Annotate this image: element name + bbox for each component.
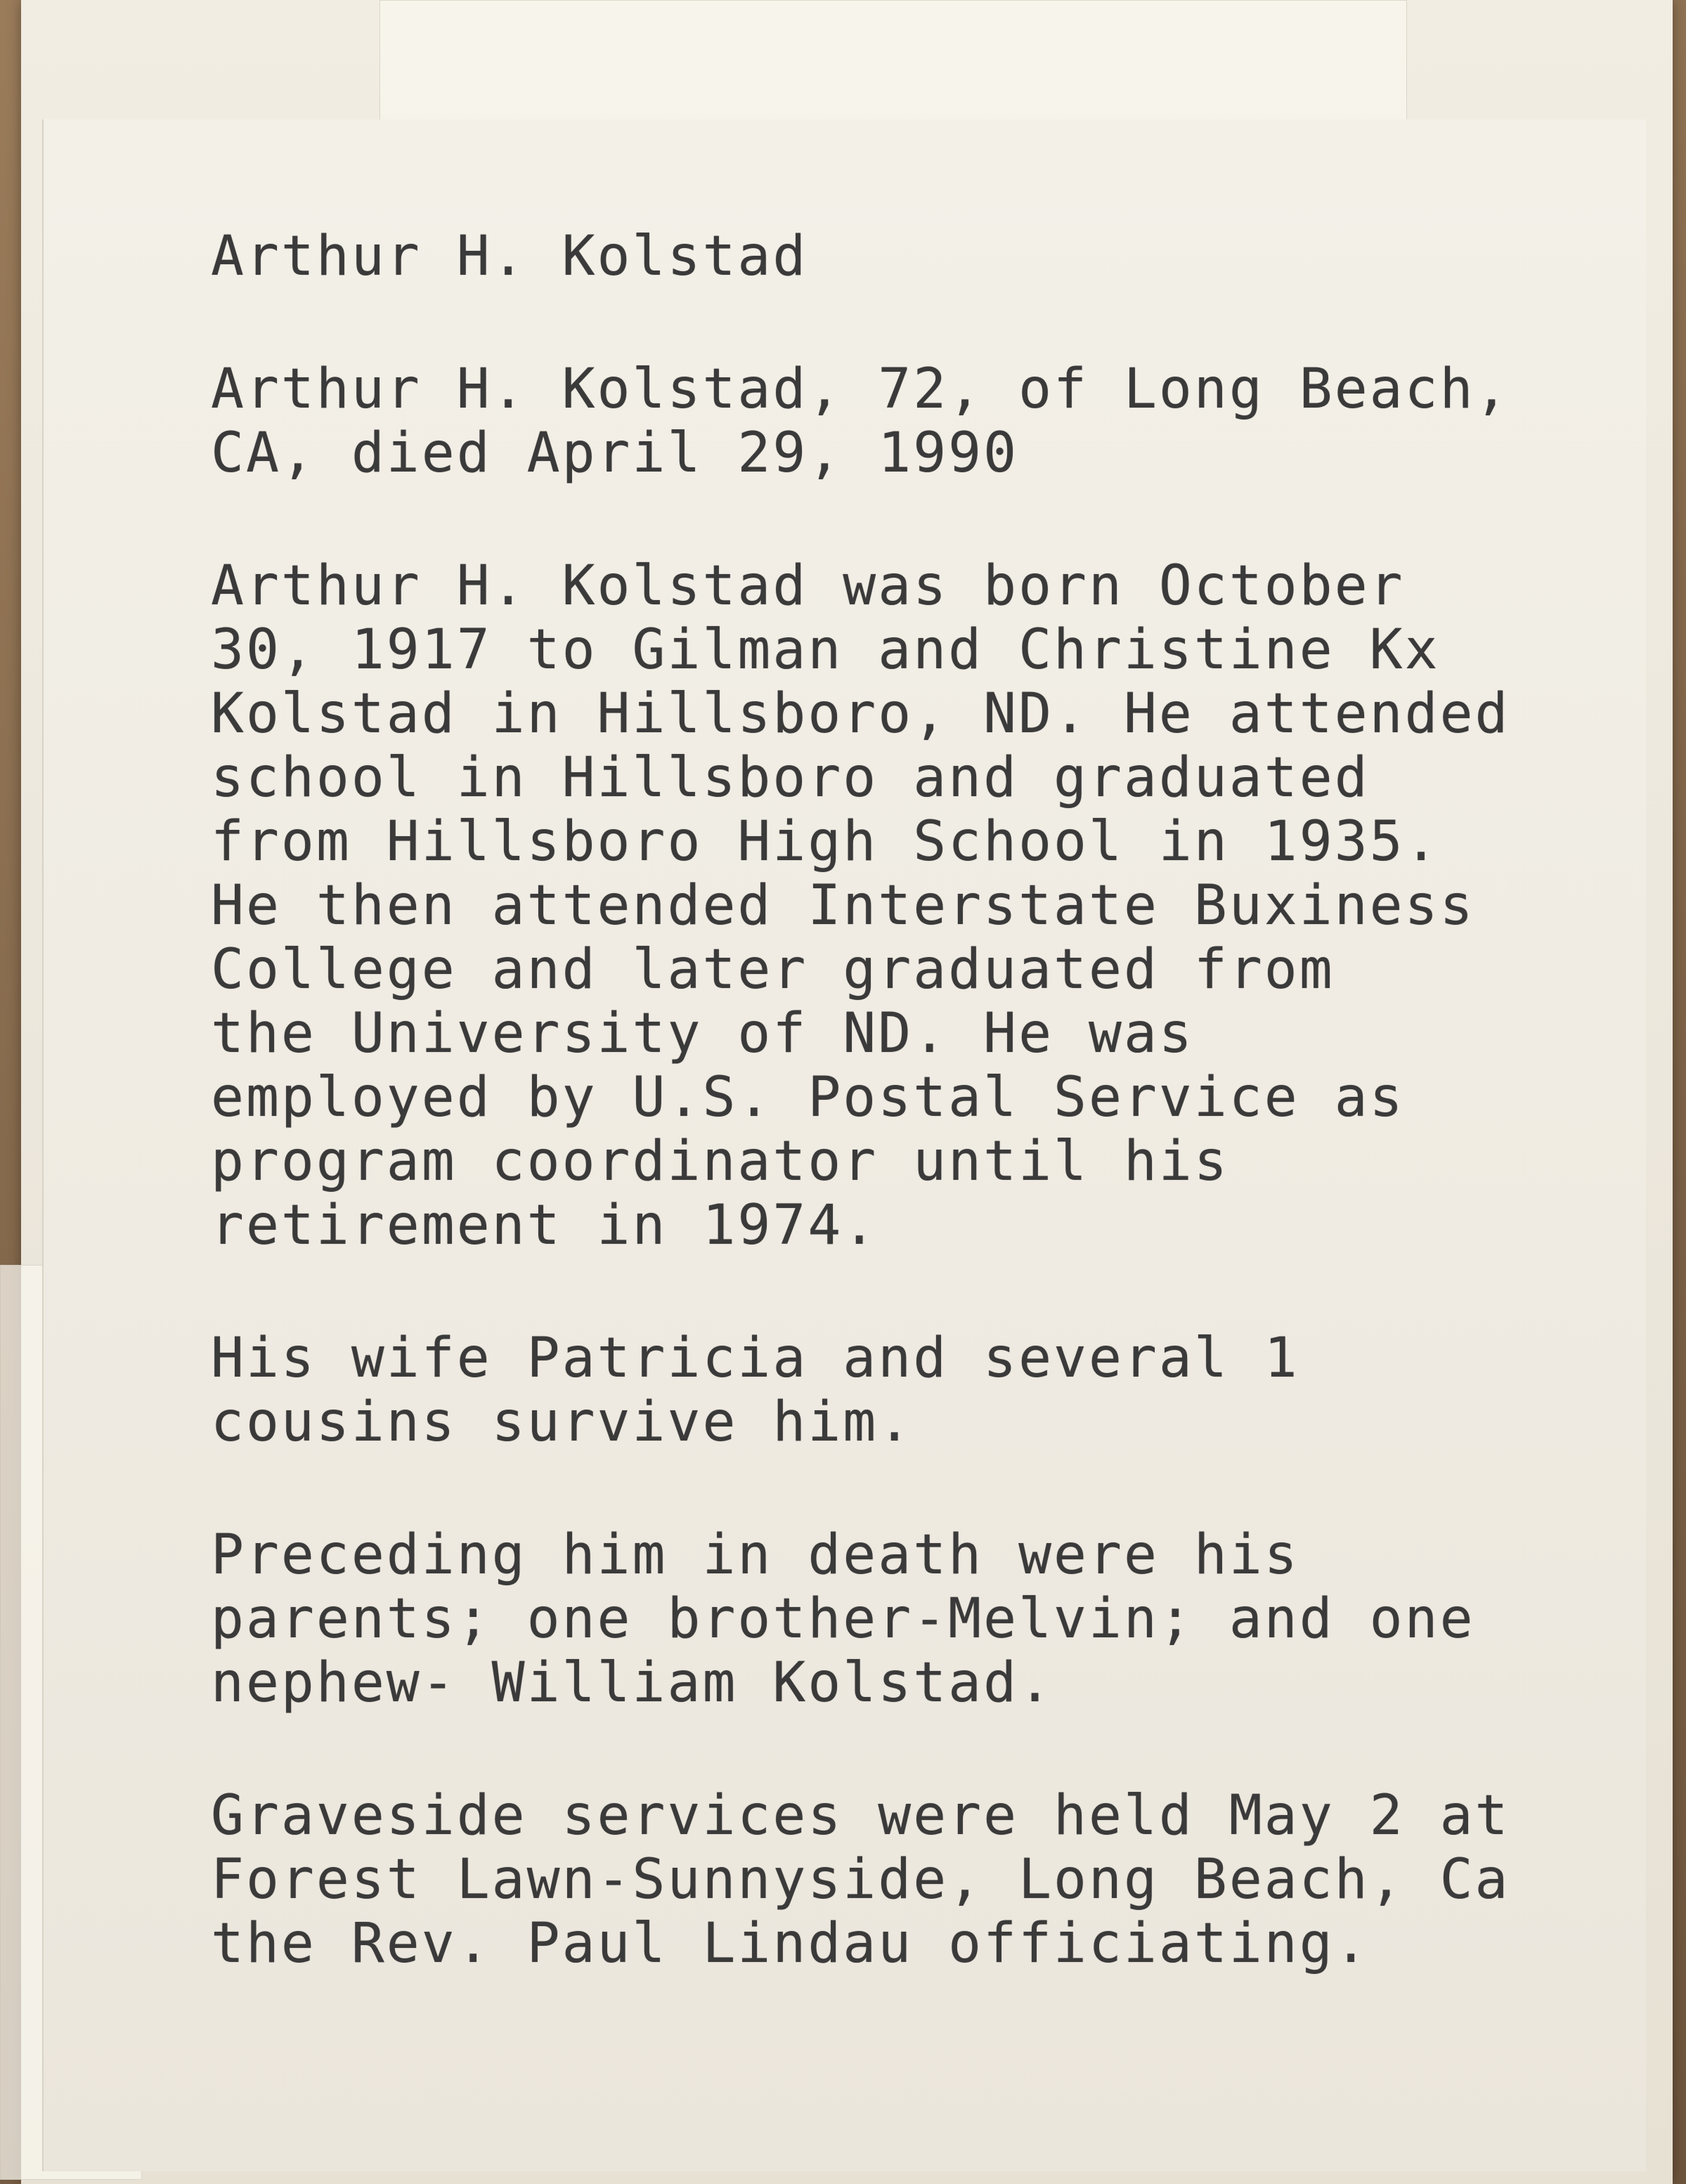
text-line: College and later graduated from — [211, 938, 1335, 1001]
text-line: cousins survive him. — [211, 1391, 914, 1454]
text-line: Arthur H. Kolstad, 72, of Long Beach, — [211, 358, 1510, 421]
text-line: Arthur H. Kolstad was born October — [211, 554, 1405, 618]
text-line: the University of ND. He was — [211, 1002, 1194, 1065]
paragraph-survivors — [211, 1327, 1659, 1455]
text-line: He then attended Interstate Buxiness — [211, 874, 1475, 937]
text-line: Preceding him in death were his — [211, 1523, 1299, 1587]
text-line: Graveside services were held May 2 at — [211, 1784, 1510, 1847]
text-line: Forest Lawn-Sunnyside, Long Beach, Ca — [211, 1848, 1510, 1911]
text-line: program coordinator until his — [211, 1130, 1229, 1193]
text-line: His wife Patricia and several 1 — [211, 1327, 1299, 1390]
text-line: school in Hillsboro and graduated — [211, 746, 1370, 810]
text-line: parents; one brother-Melvin; and one — [211, 1587, 1475, 1651]
paragraph-biography — [211, 554, 1659, 1258]
text-line: nephew- William Kolstad. — [211, 1651, 1054, 1715]
obituary-title: Arthur H. Kolstad — [211, 225, 808, 288]
paragraph-preceded-in-death — [211, 1523, 1659, 1715]
paragraph-death-notice — [211, 358, 1659, 486]
text-line: from Hillsboro High School in 1935. — [211, 810, 1440, 873]
text-line: Kolstad in Hillsboro, ND. He attended — [211, 682, 1510, 746]
text-line: the Rev. Paul Lindau officiating. — [211, 1912, 1370, 1975]
text-line: retirement in 1974. — [211, 1194, 878, 1257]
text-line: CA, died April 29, 1990 — [211, 422, 1019, 485]
text-line: 30, 1917 to Gilman and Christine Kx — [211, 618, 1440, 682]
text-line: employed by U.S. Postal Service as — [211, 1066, 1405, 1129]
obituary-text — [211, 225, 1659, 1976]
paragraph-services — [211, 1784, 1659, 1976]
